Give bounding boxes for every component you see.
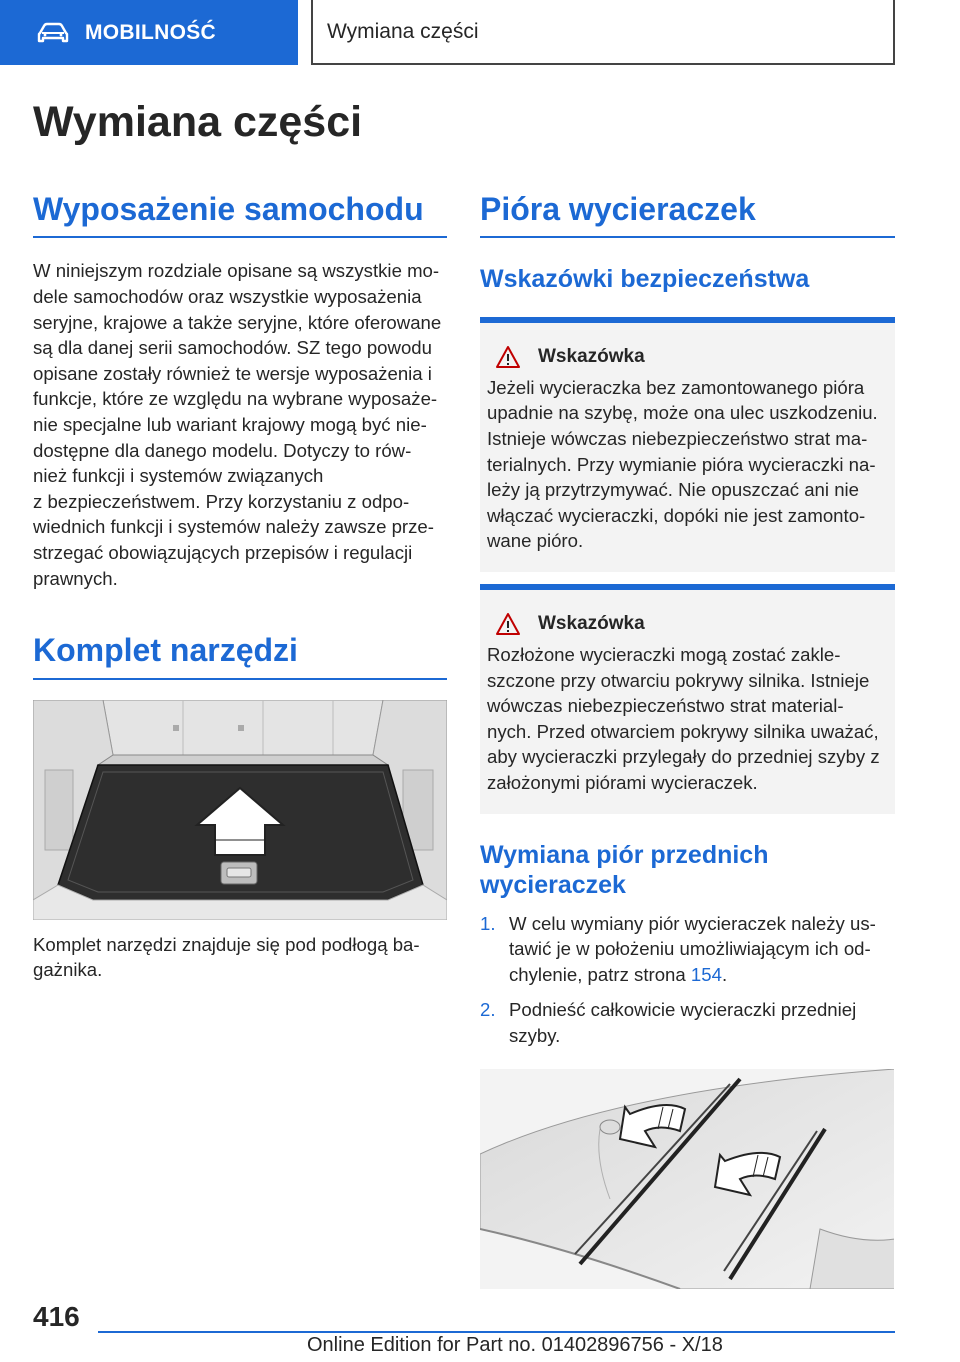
note-text bbox=[487, 642, 885, 796]
safety-subheading: Wskazówki bezpieczeństwa bbox=[480, 265, 810, 294]
text-line: nych. Przed otwarciem pokrywy silnika uważać, bbox=[487, 720, 879, 742]
text-line: Komplet narzędzi znajduje się pod podłogą ba- bbox=[33, 933, 420, 955]
front-wipers-heading bbox=[480, 840, 895, 901]
windshield-wipers-illustration bbox=[480, 1069, 894, 1289]
page-number: 416 bbox=[33, 1301, 80, 1332]
text-line: nież funkcji i systemów związanych bbox=[33, 465, 324, 487]
text-line: wiednich funkcji i systemów należy zawsze prze- bbox=[33, 516, 434, 538]
edition-text: Online Edition for Part no. 01402896756 - X/18 bbox=[307, 1334, 723, 1356]
section-tab[interactable] bbox=[0, 0, 298, 65]
text-line: Rozłożone wycieraczki mogą zostać zakle- bbox=[487, 644, 841, 666]
text-line: strzegać obowiązujących przepisów i regulacji bbox=[33, 541, 413, 563]
note-header bbox=[495, 612, 885, 636]
text-line: W niniejszym rozdziale opisane są wszystkie mo- bbox=[33, 260, 440, 282]
heading-line: Wymiana piór przednich bbox=[480, 840, 769, 869]
text-line: są dla danej serii samochodów. SZ tego powodu bbox=[33, 337, 432, 359]
note-header bbox=[495, 345, 885, 369]
step-number: 2. bbox=[480, 999, 496, 1021]
text-line: aby wycieraczki przylegały do przedniej szyby z bbox=[487, 746, 880, 768]
text-line: szyby. bbox=[509, 1024, 561, 1046]
warning-note bbox=[480, 584, 895, 814]
text-line: wówczas niebezpieczeństwo strat material- bbox=[487, 695, 844, 717]
text-line: Podnieść całkowicie wycieraczki przedniej bbox=[509, 999, 857, 1021]
step-text bbox=[509, 997, 856, 1048]
text-line: szczone przy otwarciu pokrywy silnika. Istnieje bbox=[487, 669, 870, 691]
text-line: dele samochodów oraz wszystkie wyposażenia bbox=[33, 285, 422, 307]
car-icon bbox=[37, 22, 69, 44]
trunk-floor-illustration bbox=[33, 700, 447, 920]
text-line: gażnika. bbox=[33, 959, 103, 981]
warning-note bbox=[480, 317, 895, 572]
left-column bbox=[33, 190, 447, 983]
text-line: włączać wycieraczki, dopóki nie jest zamonto- bbox=[487, 504, 866, 526]
text-line: funkcje, które ze względu na wybrane wyposaże- bbox=[33, 388, 438, 410]
section-label: MOBILNOŚĆ bbox=[85, 20, 217, 44]
step-number: 1. bbox=[480, 912, 496, 934]
text-line: nie specjalne lub wariant krajowy mogą być nie- bbox=[33, 413, 427, 435]
chapter-title: Wymiana części bbox=[311, 0, 895, 65]
tools-caption bbox=[33, 932, 447, 983]
equipment-heading: Wyposażenie samochodu bbox=[33, 190, 447, 238]
text-line: z bezpieczeństwem. Przy korzystaniu z odpo- bbox=[33, 490, 410, 512]
text-line: dostępne dla danego modelu. Dotyczy to rów- bbox=[33, 439, 412, 461]
warning-triangle-icon bbox=[495, 612, 521, 636]
text-line: opisane zostały również te wersje wyposażenia i bbox=[33, 362, 432, 384]
note-title: Wskazówka bbox=[538, 345, 645, 367]
step-text bbox=[509, 911, 876, 988]
windshield-wipers-drawing bbox=[480, 1069, 894, 1289]
text-line: leży ją przytrzymywać. Nie opuszczać ani nie bbox=[487, 479, 860, 501]
text-line: tawić je w położeniu umożliwiającym ich od- bbox=[509, 938, 871, 960]
note-text bbox=[487, 375, 885, 554]
page-link[interactable]: 154 bbox=[690, 963, 722, 985]
wiper-blades-heading: Pióra wycieraczek bbox=[480, 190, 895, 238]
text-line: W celu wymiany piór wycieraczek należy us- bbox=[509, 912, 876, 934]
text-line: wane pióro. bbox=[487, 530, 584, 552]
text-line: seryjne, krajowe a także seryjne, które oferowane bbox=[33, 311, 442, 333]
trunk-floor-drawing bbox=[33, 700, 447, 920]
page-title: Wymiana części bbox=[33, 98, 363, 146]
right-column bbox=[480, 190, 895, 1289]
note-title: Wskazówka bbox=[538, 613, 645, 635]
equipment-text bbox=[33, 258, 447, 591]
text-line: Jeżeli wycieraczka bez zamontowanego pióra bbox=[487, 376, 865, 398]
text-line: założonymi piórami wycieraczek. bbox=[487, 772, 758, 794]
text-line: prawnych. bbox=[33, 567, 118, 589]
heading-line: wycieraczek bbox=[480, 871, 626, 900]
text-line: Istnieje wówczas niebezpieczeństwo strat ma- bbox=[487, 428, 868, 450]
footer-divider bbox=[98, 1331, 895, 1333]
text-line bbox=[509, 962, 876, 988]
text-line: upadnie na szybę, może ona ulec uszkodzeniu. bbox=[487, 402, 878, 424]
tools-heading: Komplet narzędzi bbox=[33, 631, 447, 679]
warning-triangle-icon bbox=[495, 345, 521, 369]
text-fragment: chylenie, patrz strona bbox=[509, 963, 691, 985]
step-item bbox=[480, 997, 895, 1048]
text-fragment: . bbox=[721, 963, 728, 985]
text-line: terialnych. Przy wymianie pióra wycieraczki na- bbox=[487, 453, 876, 475]
wiper-steps bbox=[480, 911, 895, 1049]
step-item bbox=[480, 911, 895, 988]
